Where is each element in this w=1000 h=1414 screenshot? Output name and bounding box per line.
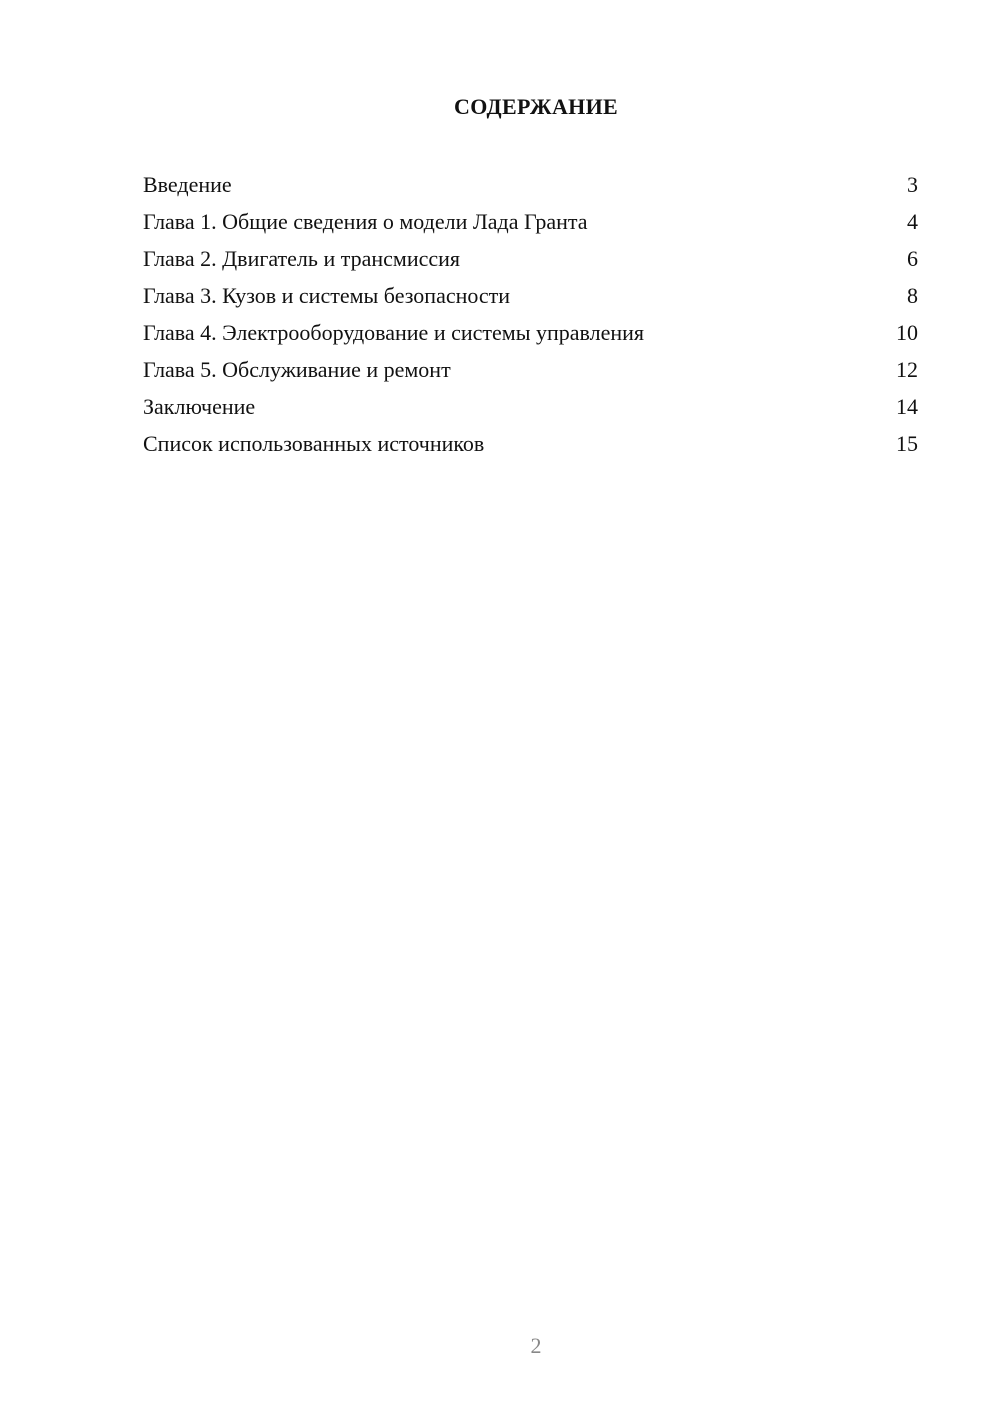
toc-entry	[143, 281, 918, 318]
toc-entry-label: Глава 4. Электрооборудование и системы управления	[143, 320, 645, 345]
toc-entry-page: 6	[907, 246, 918, 271]
toc-entry-label: Введение	[143, 172, 232, 197]
toc-entry-page: 4	[907, 209, 918, 234]
toc-entry-label: Глава 1. Общие сведения о модели Лада Гранта	[143, 209, 588, 234]
toc-entry-page: 14	[896, 394, 918, 419]
toc-entry	[143, 244, 918, 281]
toc-entry-page: 12	[896, 357, 918, 382]
toc-entry-page: 8	[907, 283, 918, 308]
toc-entry-label: Глава 2. Двигатель и трансмиссия	[143, 246, 461, 271]
toc-entry-label: Заключение	[143, 394, 256, 419]
table-of-contents	[143, 170, 918, 466]
toc-entry	[143, 207, 918, 244]
toc-entry-label: Список использованных источников	[143, 431, 485, 456]
toc-entry-page: 10	[896, 320, 918, 345]
page-number: 2	[530, 1333, 542, 1358]
page-title: СОДЕРЖАНИЕ	[454, 94, 618, 119]
toc-entry	[143, 355, 918, 392]
toc-entry	[143, 392, 918, 429]
toc-entry-label: Глава 5. Обслуживание и ремонт	[143, 357, 451, 382]
toc-entry-label: Глава 3. Кузов и системы безопасности	[143, 283, 511, 308]
toc-entry	[143, 429, 918, 466]
toc-entry-page: 3	[907, 172, 918, 197]
toc-entry	[143, 318, 918, 355]
toc-entry	[143, 170, 918, 207]
toc-entry-page: 15	[896, 431, 918, 456]
